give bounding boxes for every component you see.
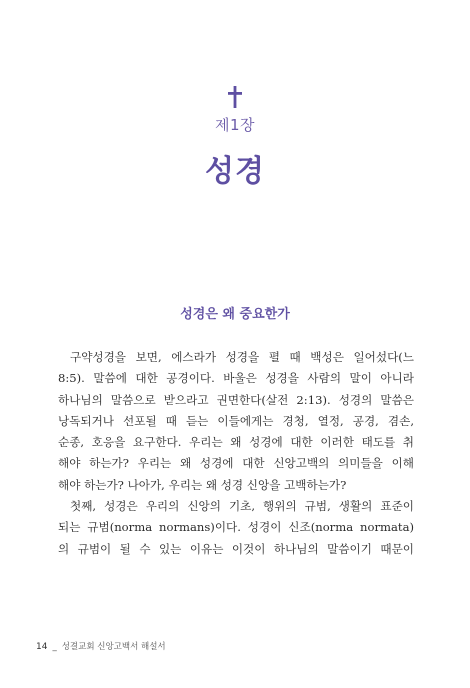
body-line: 해야 하는가? 나아가, 우리는 왜 성경 신앙을 고백하는가? (58, 477, 347, 492)
book-title: 성결교회 신앙고백서 해설서 (61, 642, 166, 652)
chapter-title: 성경 (205, 154, 265, 189)
chapter-label: 제1장 (214, 116, 256, 134)
body-line: 8:5). 말씀에 대한 공경이다. 바울은 성경을 사람의 말이 아니라 (58, 371, 414, 386)
section-heading: 성경은 왜 중요한가 (180, 307, 290, 322)
body-text (58, 347, 414, 560)
body-line: 하나님의 말씀으로 받으라고 권면한다(살전 2:13). 성경의 말씀은 (58, 392, 414, 407)
page-number: 14 (36, 642, 48, 652)
body-line: 낭독되거나 선포될 때 듣는 이들에게는 경청, 열정, 공경, 겸손, (58, 413, 414, 428)
cross-icon (0, 86, 470, 110)
body-line: 순종, 호응을 요구한다. 우리는 왜 성경에 대한 이러한 태도를 취 (58, 435, 414, 450)
page-footer (36, 640, 166, 652)
footer-separator: _ (52, 642, 57, 652)
body-line: 첫째, 성경은 우리의 신앙의 기초, 행위의 규범, 생활의 표준이 (70, 499, 414, 514)
body-line: 해야 하는가? 우리는 왜 성경에 대한 신앙고백의 의미들을 이해 (58, 456, 414, 471)
body-line: 의 규범이 될 수 있는 이유는 이것이 하나님의 말씀이기 때문이 (58, 541, 414, 556)
body-line: 되는 규범(norma normans)이다. 성경이 신조(norma normata) (58, 520, 414, 535)
body-line: 구약성경을 보면, 에스라가 성경을 펼 때 백성은 일어섰다(느 (70, 350, 414, 364)
